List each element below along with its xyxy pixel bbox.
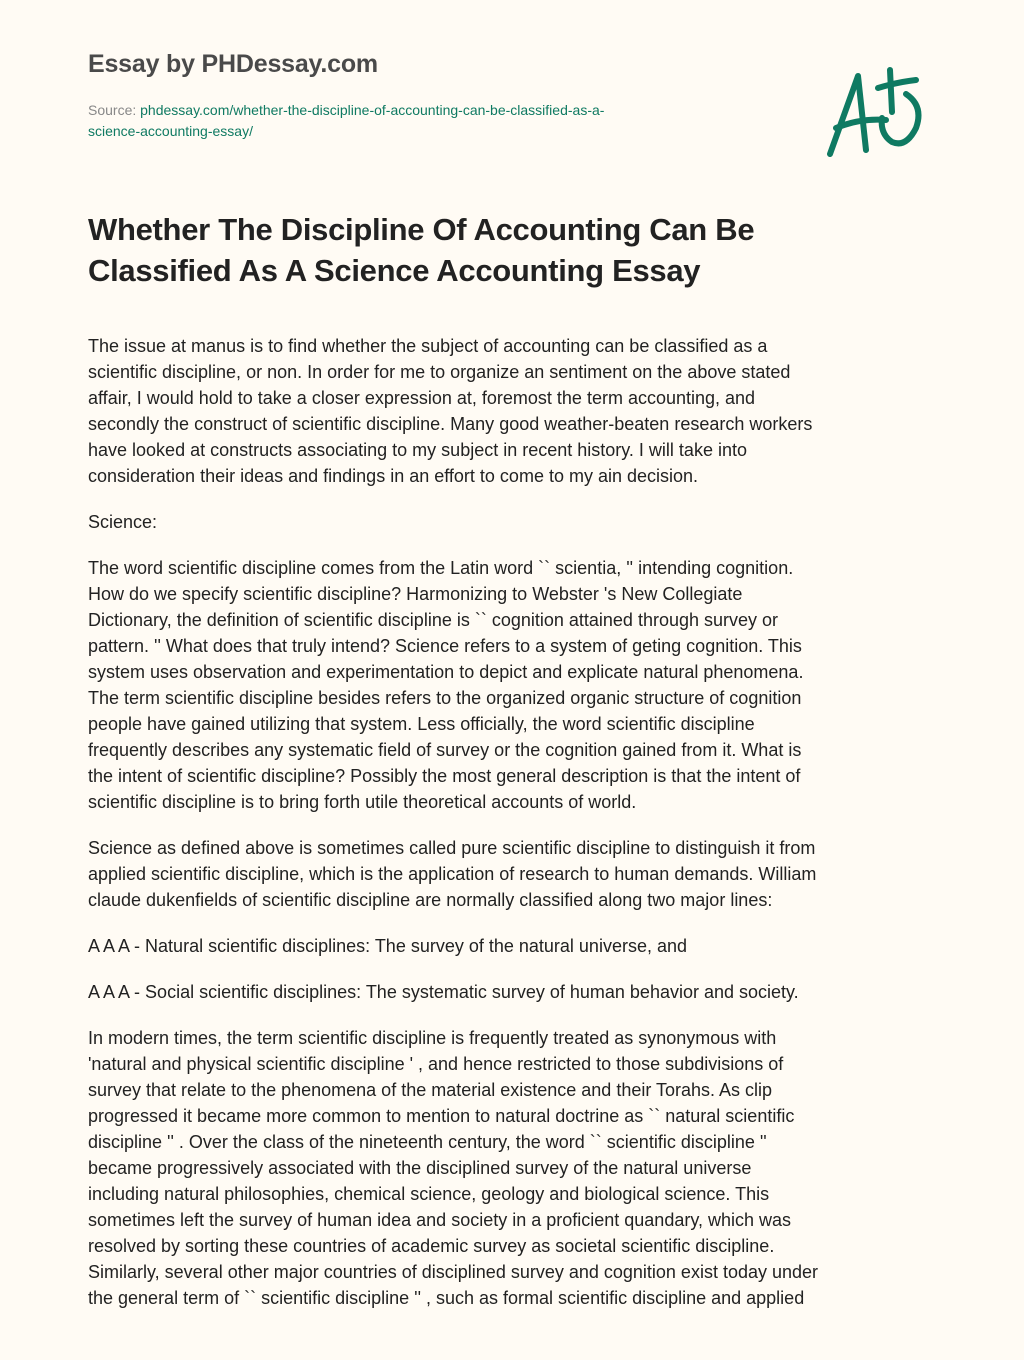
essay-paragraph <box>88 333 948 489</box>
paragraph-line: progressed it became more common to mention to natural doctrine as `` natural scientific <box>88 1106 795 1126</box>
paragraph-line: applied scientific discipline, which is the application of research to human demands. William <box>88 864 817 884</box>
paragraph-line: people have gained utilizing that system. Less officially, the word scientific discipline <box>88 714 755 734</box>
paragraph-line: consideration their ideas and findings in an effort to come to my ain decision. <box>88 466 699 486</box>
paragraph-line: claude dukenfields of scientific discipline are normally classified along two major lines: <box>88 890 773 910</box>
paragraph-line: Dictionary, the definition of scientific discipline is `` cognition attained through survey or <box>88 610 779 630</box>
paragraph-line: frequently describes any systematic field of survey or the cognition gained from it. What is <box>88 740 802 760</box>
paragraph-line: scientific discipline is to bring forth utile theoretical accounts of world. <box>88 792 637 812</box>
essay-paragraph <box>88 835 948 913</box>
paragraph-line: survey that relate to the phenomena of the material existence and their Torahs. As clip <box>88 1080 773 1100</box>
title-line: Whether The Discipline Of Accounting Can Be <box>88 212 755 247</box>
paragraph-line: The word scientific discipline comes from the Latin word `` scientia, '' intending cognition. <box>88 558 794 578</box>
paragraph-line: became progressively associated with the disciplined survey of the natural universe <box>88 1158 752 1178</box>
paragraph-line: affair, I would hold to take a closer expression at, foremost the term accounting, and <box>88 388 756 408</box>
title-line: Classified As A Science Accounting Essay <box>88 253 701 288</box>
paragraph-line: system uses observation and experimentation to depict and explicate natural phenomena. <box>88 662 804 682</box>
essay-paragraph <box>88 1025 948 1311</box>
source-citation <box>88 100 604 142</box>
site-brand[interactable]: Essay by PHDessay.com <box>88 50 378 78</box>
paragraph-line: A A A - Natural scientific disciplines: The survey of the natural universe, and <box>88 936 687 956</box>
paragraph-line: resolved by sorting these countries of academic survey as societal scientific discipline. <box>88 1236 775 1256</box>
paragraph-line: Similarly, several other major countries of disciplined survey and cognition exist today under <box>88 1262 819 1282</box>
paragraph-line: sometimes left the survey of human idea and society in a proficient quandary, which was <box>88 1210 792 1230</box>
essay-body <box>88 333 948 1331</box>
essay-paragraph <box>88 555 948 815</box>
paragraph-line: have looked at constructs associating to my subject in recent history. I will take into <box>88 440 747 460</box>
source-link[interactable]: phdessay.com/whether-the-discipline-of-accounting-can-be-classified-as-a- science-accounting-essay/ <box>88 102 605 139</box>
essay-paragraph <box>88 509 948 535</box>
a-plus-logo-icon <box>820 62 930 162</box>
paragraph-line: Science: <box>88 512 158 532</box>
paragraph-line: discipline '' . Over the class of the nineteenth century, the word `` scientific discipline '' <box>88 1132 767 1152</box>
paragraph-line: including natural philosophies, chemical science, geology and biological science. This <box>88 1184 770 1204</box>
paragraph-line: Science as defined above is sometimes called pure scientific discipline to distinguish it from <box>88 838 816 858</box>
paragraph-line: The issue at manus is to find whether the subject of accounting can be classified as a <box>88 336 768 356</box>
paragraph-line: 'natural and physical scientific discipline ' , and hence restricted to those subdivisions of <box>88 1054 784 1074</box>
essay-paragraph <box>88 979 948 1005</box>
essay-title <box>88 209 754 291</box>
essay-paragraph <box>88 933 948 959</box>
paragraph-line: the intent of scientific discipline? Possibly the most general description is that the intent of <box>88 766 801 786</box>
paragraph-line: the general term of `` scientific discipline '' , such as formal scientific discipline and applied <box>88 1288 805 1308</box>
paragraph-line: secondly the construct of scientific discipline. Many good weather-beaten research workers <box>88 414 813 434</box>
paragraph-line: The term scientific discipline besides refers to the organized organic structure of cognition <box>88 688 802 708</box>
source-label: Source: <box>88 102 141 118</box>
paragraph-line: In modern times, the term scientific discipline is frequently treated as synonymous with <box>88 1028 777 1048</box>
paragraph-line: A A A - Social scientific disciplines: The systematic survey of human behavior and society. <box>88 982 799 1002</box>
paragraph-line: How do we specify scientific discipline? Harmonizing to Webster 's New Collegiate <box>88 584 743 604</box>
paragraph-line: scientific discipline, or non. In order for me to organize an sentiment on the above stated <box>88 362 791 382</box>
paragraph-line: pattern. '' What does that truly intend? Science refers to a system of geting cognition. This <box>88 636 802 656</box>
